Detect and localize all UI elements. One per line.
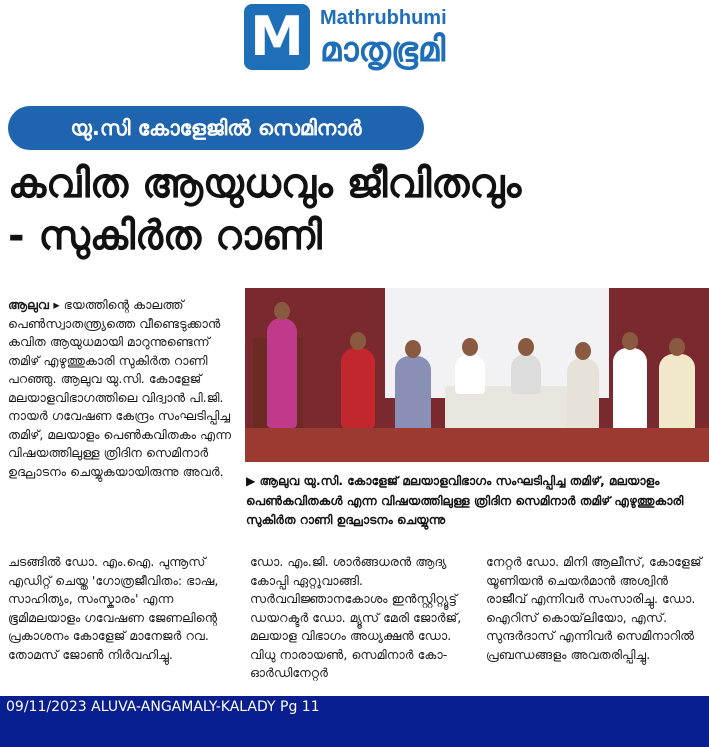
body-text: ഡോ. എം.ജി. ശാർങ്ങധരൻ ആദ്യ കോപ്പി ഏറ്റുവാങ്ങി. സർവവിജ്ഞാനകോശം ഇൻസ്റ്റിറ്റ്യൂട്ട് ഡയറക്ടർ ഡോ. മ്യൂസ് മേരി ജോർജ്, മലയാള വിഭാഗം അധ്യക്ഷൻ ഡോ. വിധു നാരായൺ, സെമിനാർ കോ-ഓർഡിനേറ്റർ (250, 554, 462, 680)
photo-caption: ▶ ആലുവ യു.സി. കോളേജ് മലയാളവിഭാഗം സംഘടിപ്പിച്ച തമിഴ്, മലയാളം പെൺകവിതകൾ എന്ന വിഷയത്തിലുള്ള ത്രിദിന സെമിനാർ തമിഴ് എഴുത്തുകാരി സുകിർത റാണി ഉദ്ഘാടനം ചെയ്യുന്നു (246, 474, 684, 527)
dateline: ആലുവ ▸ (8, 297, 60, 312)
body-column-3 (486, 553, 706, 664)
edition-footer (0, 696, 709, 747)
stage-floor (245, 428, 709, 462)
guest-head-6 (622, 332, 638, 350)
guest-head-4 (518, 338, 534, 356)
guest-head-2 (405, 340, 421, 358)
speaker-head (274, 302, 290, 320)
guest-head-7 (669, 338, 685, 356)
logo-name-malayalam: മാതൃഭൂമി (320, 30, 446, 70)
guest-figure-2 (395, 356, 431, 436)
body-column-1-continued (8, 553, 238, 664)
body-column-1 (8, 296, 238, 481)
guest-figure-1 (341, 348, 375, 428)
guest-figure-3 (455, 354, 485, 394)
guest-head-3 (462, 338, 478, 356)
body-text: നേറ്റർ ഡോ. മിനി ആലീസ്, കോളേജ് യൂണിയൻ ചെയർമാൻ അശ്വിൻ രാജീവ് എന്നിവർ സംസാരിച്ചു. ഡോ. ഐറിസ് കൊയ്‌ലിയോ, എസ്. സുന്ദർദാസ് എന്നിവർ സെമിനാറിൽ പ്രബന്ധങ്ങളം അവതരിപ്പിച്ചു. (486, 554, 702, 662)
news-photo (245, 288, 709, 462)
guest-figure-6 (613, 348, 647, 438)
body-text: ചടങ്ങിൽ ഡോ. എം.ഐ. പുന്നൂസ് എഡിറ്റ് ചെയ്ത 'ഗോത്രജീവിതം: ഭാഷ, സാഹിത്യം, സംസ്കാരം' എന്ന ഭൂമിമലയാളം ഗവേഷണ ജേണലിന്റെ പ്രകാശനം കോളേജ് മാനേജർ റവ. തോമസ് ജോൺ നിർവഹിച്ചു. (8, 554, 219, 662)
guest-head-1 (350, 332, 366, 350)
speaker-figure (267, 318, 297, 428)
headline-line-2: - സുകിർത റാണി (8, 213, 322, 259)
guest-figure-5 (567, 358, 599, 438)
body-column-2 (250, 553, 480, 683)
headline-line-1: കവിത ആയുധവും ജീവിതവും (8, 161, 522, 207)
logo-name-english: Mathrubhumi (320, 7, 447, 29)
headline (8, 158, 708, 262)
body-text: ഭയത്തിന്റെ കാലത്ത് പെൺസ്വാതന്ത്ര്യത്തെ വീണ്ടെടുക്കാൻ കവിത ആയുധമായി മാറുന്നുണ്ടെന്ന് തമിഴ് എഴുത്തുകാരി സുകിർത റാണി പറഞ്ഞു. ആലുവ യു.സി. കോളേജ് മലയാളവിഭാഗത്തിലെ വിദ്വാൻ പി.ജി. നായർ ഗവേഷണ കേന്ദ്രം സംഘടിപ്പിച്ച തമിഴ്, മലയാളം പെൺകവിതകം എന്ന വിഷയത്തിലുള്ള ത്രിദിന സെമിനാർ ഉദ്ഘാടനം ചെയ്യുകയായിരുന്നു അവർ. (8, 297, 232, 479)
guest-head-5 (575, 342, 591, 360)
section-kicker: യു.സി കോളേജിൽ സെമിനാർ (8, 106, 424, 150)
logo-mark: M (244, 4, 310, 70)
guest-figure-4 (511, 354, 541, 394)
masthead (0, 0, 709, 82)
edition-info: 09/11/2023 ALUVA-ANGAMALY-KALADY Pg 11 (6, 699, 320, 715)
